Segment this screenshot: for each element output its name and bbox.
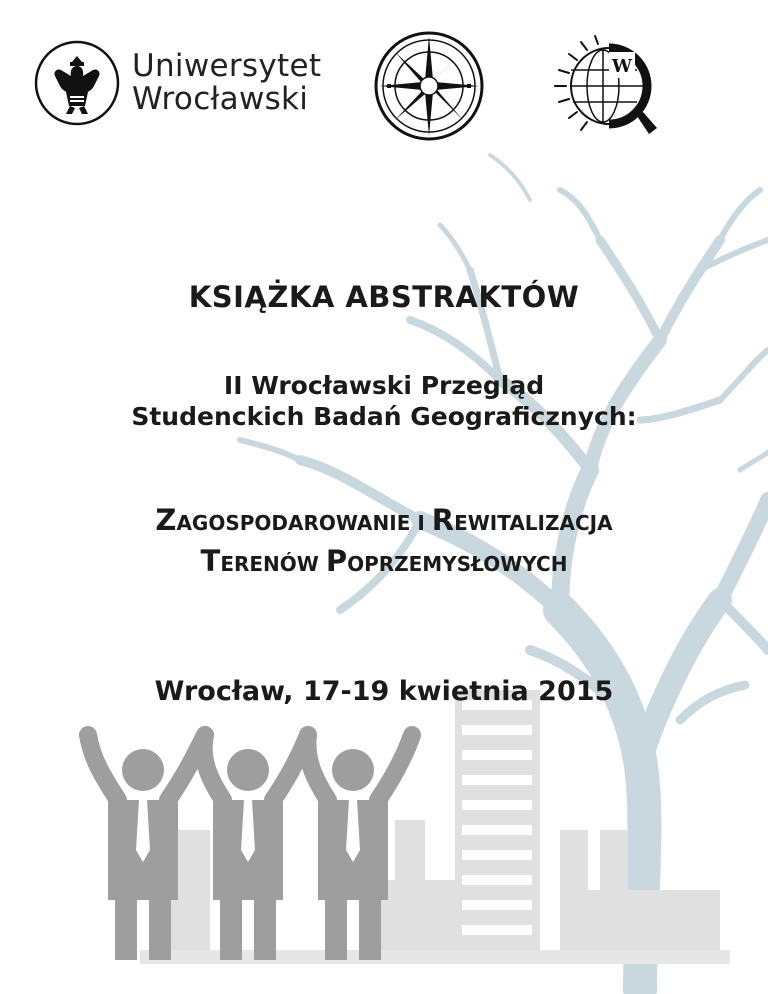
university-name-line2: Wrocławski [132,81,309,117]
topic-rest: ERENÓW [220,552,326,576]
event-name [0,370,768,432]
topic-cap: Z [155,503,177,537]
student-club-logo [373,30,485,146]
university-logo [34,40,321,126]
topic-cap: P [325,544,348,578]
topic-cap: R [431,503,455,537]
event-name-line1: II Wrocławski Przegląd [223,371,545,400]
topic-cap: T [200,544,221,578]
geography-institute-logo [545,30,665,146]
topic-rest: OPRZEMYSŁOWYCH [347,552,568,576]
w-letter: W [611,56,633,77]
topic-line1 [0,502,768,543]
globe-magnifier-icon [545,30,665,142]
university-name-line1: Uniwersytet [132,48,322,84]
compass-seal-icon [373,30,485,142]
topic-rest: EWITALIZACJA [454,511,613,535]
people-illustration [88,735,412,960]
book-title: KSIĄŻKA ABSTRAKTÓW [188,280,580,314]
topic-rest: AGOSPODAROWANIE I [176,511,432,535]
eagle-emblem-icon [34,40,120,126]
topic-line2 [0,543,768,584]
date-place: Wrocław, 17-19 kwietnia 2015 [154,676,614,707]
event-name-line2: Studenckich Badań Geograficznych: [131,402,637,431]
conference-topic [0,502,768,584]
logo-row [0,30,768,150]
